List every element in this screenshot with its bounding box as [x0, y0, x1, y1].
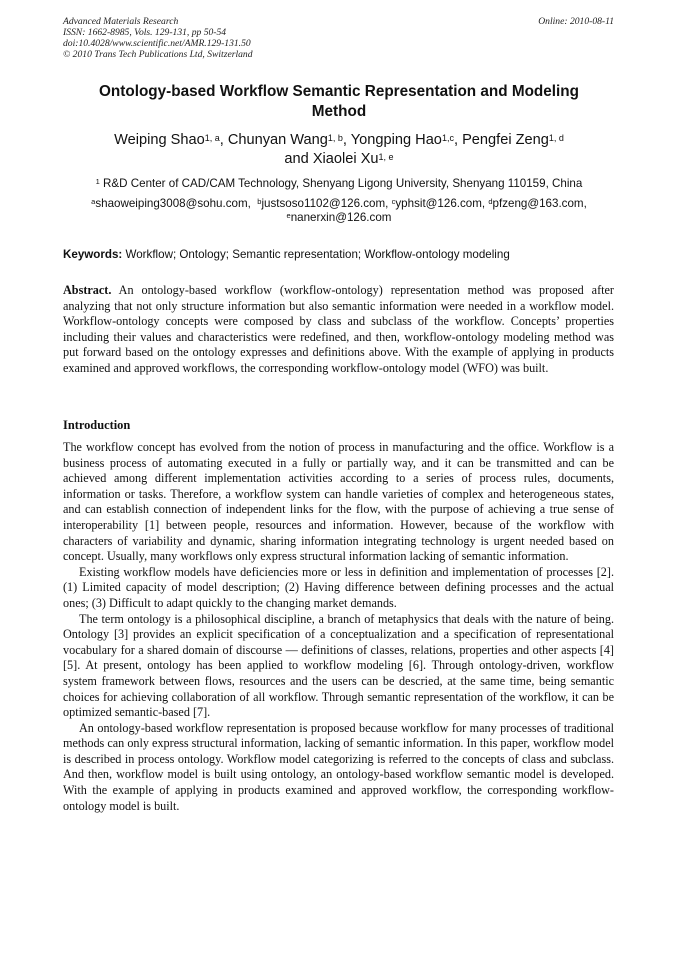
- abstract: [63, 283, 614, 377]
- author-separator: ,: [453, 132, 463, 148]
- email-list: $^a$shaoweiping3008@sohu.com, $^b$justsoso1102@126.com, $^c$yphsit@126.com, $^d$pfzeng@163.com, $^e$nanerxin@126.com: [91, 197, 587, 224]
- journal-doi[interactable]: doi:10.4028/www.scientific.net/AMR.129-131.50: [63, 38, 251, 49]
- author-sup: 1, d: [548, 133, 564, 143]
- author-separator: ,: [342, 132, 351, 148]
- affiliation-text: R&D Center of CAD/CAM Technology, Shenyang Ligong University, Shenyang 110159, China: [99, 177, 583, 190]
- affiliation: [60, 176, 618, 191]
- body-paragraph: An ontology-based workflow representation is proposed because workflow for many processes of traditional methods can only express structural information, lacking of semantic information. In this paper, workflow model is described in process ontology. Workflow model categorizing is referred to the concepts of class and subclass. And then, workflow model is built using ontology, an ontology-based workflow semantic model is developed. With the example of applying in products examined and approved workflow, the corresponding workflow-ontology model is built.: [63, 720, 614, 813]
- body-paragraph: Existing workflow models have deficiencies more or less in definition and implementation of processes [2]. (1) Limited capacity of model description; (2) Having difference between defining processes and the actual ones; (3) Difficult to adapt quickly to the changing market demands.: [63, 564, 614, 610]
- email-sup: e: [286, 211, 291, 220]
- abstract-text: An ontology-based workflow (workflow-ontology) representation method was proposed after analyzing that not only structure information but also semantic information were needed in a workflow model. Workflow-ontology concepts were composed by class and subclass of the workflow. Concepts’ properties including their values and characteristics were redefined, and then, workflow-ontology modeling method was put forward based on the ontology expresses and definitions above. With the example of applying in products examined and approved workflows, the corresponding workflow-ontology model (WFO) was built.: [63, 283, 614, 375]
- author-name: Yongping Hao: [350, 132, 442, 148]
- author-name: Chunyan Wang: [227, 132, 328, 148]
- author-name: Weiping Shao: [114, 132, 205, 148]
- author-sup: 1,c: [441, 133, 454, 143]
- journal-header: [63, 16, 253, 60]
- email-sup: c: [391, 197, 396, 206]
- email-address[interactable]: pfzeng@163.com: [492, 197, 584, 210]
- email-address[interactable]: justsoso1102@126.com: [261, 197, 386, 210]
- author-name: Xiaolei Xu: [312, 151, 379, 167]
- abstract-label: Abstract.: [63, 283, 112, 297]
- journal-name: Advanced Materials Research: [63, 16, 179, 27]
- body-paragraph: The term ontology is a philosophical discipline, a branch of metaphysics that deals with the nature of being. Ontology [3] provides an explicit specification of a conceptualization and a specification of representational vocabulary for a shared domain of discourse — definitions of classes, relations, properties and other aspects [4] [5]. At present, ontology has been applied to workflow modeling [6]. Through ontology-driven, workflow system framework between flows, resources and the users can be descried, at the same time, being semantic choices for achieving collaboration of all workflow. Through semantic representation of the workflow, it can be optimized semantic-based [7].: [63, 611, 614, 720]
- email-address[interactable]: nanerxin@126.com: [290, 211, 392, 224]
- section-heading: Introduction: [63, 418, 131, 432]
- email-sup: b: [257, 197, 262, 206]
- keywords-text: Workflow; Ontology; Semantic representation; Workflow-ontology modeling: [122, 248, 510, 261]
- author-and: and: [284, 151, 313, 167]
- keywords: [63, 248, 615, 262]
- email-address[interactable]: yphsit@126.com: [395, 197, 482, 210]
- email-sup: d: [488, 197, 493, 206]
- author-sup: 1, a: [204, 133, 220, 143]
- affiliation-sup: 1: [95, 177, 100, 186]
- keywords-label: Keywords:: [63, 248, 123, 261]
- email-sup: a: [91, 197, 96, 206]
- online-date: Online: 2010-08-11: [538, 16, 614, 27]
- body-paragraph: The workflow concept has evolved from the notion of process in manufacturing and the office. Workflow is a business process of automating executed in a fully or partially way, and it can be transmitted and can be achieved among different implementation activities according to a series of process rules, documents, information or tasks. Therefore, a workflow system can handle varieties of complex and heterogeneous states, and can establish connection of independent links for the flow, with the purpose of achieving a true sense of interoperability [1] between people, resources and information. However, because of the workflow with characters of variability and dynamic, sharing information integrating technology is urgent needed based on concept. Usually, many workflows only express structural information lacking of semantic information.: [63, 440, 614, 564]
- journal-copyright: © 2010 Trans Tech Publications Ltd, Switzerland: [63, 49, 253, 60]
- author-sup: 1, b: [327, 133, 343, 143]
- author-list: [66, 131, 612, 169]
- paper-title: Ontology-based Workflow Semantic Representation and Modeling Method: [99, 83, 579, 120]
- author-name: Pengfei Zeng: [462, 132, 549, 148]
- email-address[interactable]: shaoweiping3008@sohu.com: [95, 197, 248, 210]
- introduction-body: [63, 440, 614, 814]
- author-sup: 1, e: [378, 152, 394, 162]
- journal-issn: ISSN: 1662-8985, Vols. 129-131, pp 50-54: [63, 27, 227, 38]
- author-separator: ,: [219, 132, 228, 148]
